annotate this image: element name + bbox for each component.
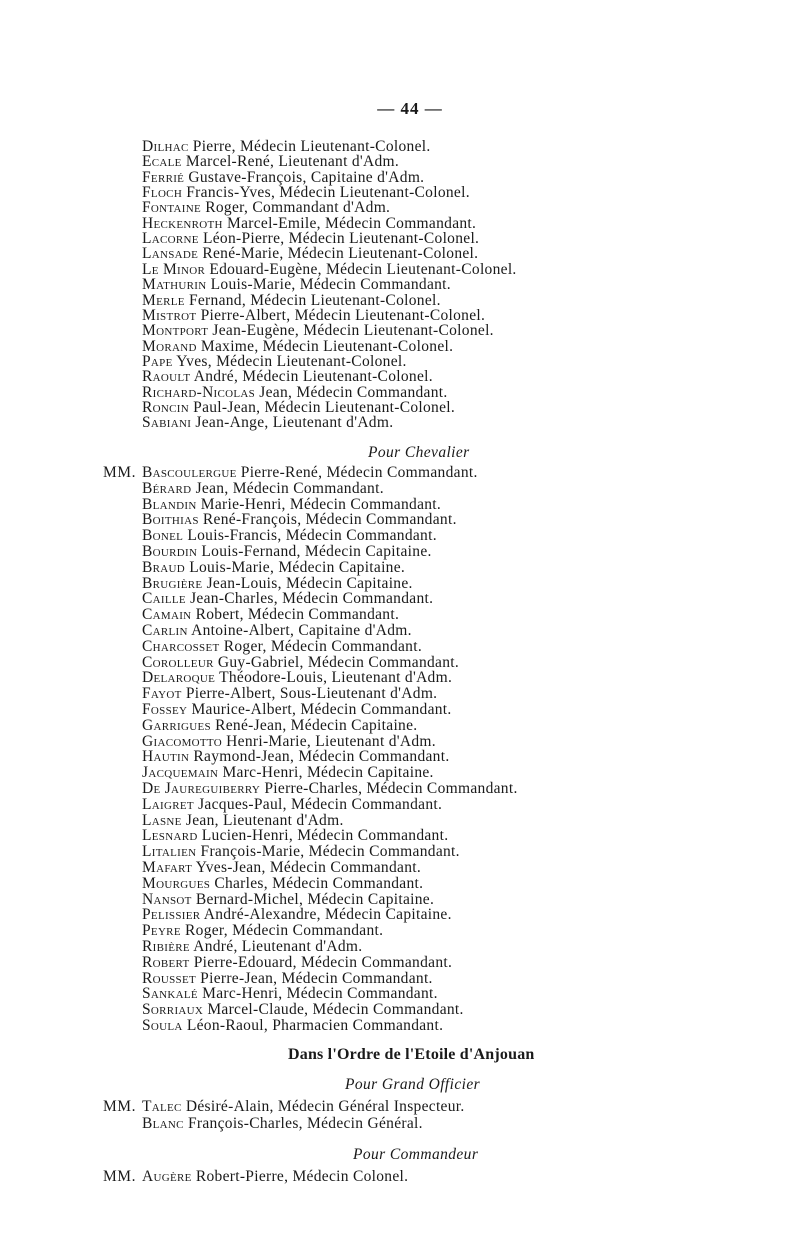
entry-surname: Brugière	[142, 574, 203, 592]
entry-details: Jean, Lieutenant d'Adm.	[181, 811, 344, 829]
list-entry	[142, 748, 450, 765]
entry-details: Roger, Commandant d'Adm.	[201, 199, 391, 217]
list-entry	[142, 559, 405, 576]
list-entry	[142, 938, 362, 955]
entry-details: Jean-Ange, Lieutenant d'Adm.	[191, 414, 394, 432]
entry-details: François-Charles, Médecin Général.	[183, 1115, 423, 1132]
entry-surname: Soula	[142, 1017, 183, 1034]
list-entry	[142, 543, 432, 560]
mm-label-commandeur: MM.	[103, 1168, 136, 1185]
entry-details: Fernand, Médecin Lieutenant-Colonel.	[184, 291, 441, 309]
list-entry	[142, 875, 423, 892]
entry-surname: Caille	[142, 590, 186, 608]
entry-surname: Ribière	[142, 938, 190, 955]
entry-details: René-Marie, Médecin Lieutenant-Colonel.	[198, 245, 479, 263]
list-entry	[142, 590, 433, 607]
entry-surname: Dilhac	[142, 138, 189, 155]
entry-surname: Mourgues	[142, 874, 211, 892]
list-entry	[142, 891, 434, 908]
entry-surname: Corolleur	[142, 653, 214, 671]
list-entry	[142, 796, 442, 813]
entry-surname: Bérard	[142, 479, 192, 497]
entry-details: Louis-Francis, Médecin Commandant.	[183, 527, 437, 545]
entry-details: Théodore-Louis, Lieutenant d'Adm.	[215, 669, 453, 687]
list-entry	[142, 780, 518, 797]
entry-surname: De Jaureguiberry	[142, 780, 261, 797]
list-entry	[142, 859, 421, 876]
entry-surname: Camain	[142, 606, 192, 624]
entry-details: Jacques-Paul, Médecin Commandant.	[193, 795, 443, 813]
list-entry	[142, 717, 417, 734]
entry-surname: Peyre	[142, 922, 181, 940]
entry-surname: Morand	[142, 337, 197, 355]
list-entry	[142, 480, 384, 497]
entry-details: Marc-Henri, Médecin Capitaine.	[218, 764, 434, 782]
entry-details: René-Jean, Médecin Capitaine.	[210, 716, 418, 734]
entry-details: Edouard-Eugène, Médecin Lieutenant-Colonel.	[205, 260, 517, 278]
page-number: — 44 —	[377, 99, 443, 118]
list-entry	[142, 812, 344, 829]
entry-details: Robert, Médecin Commandant.	[191, 606, 400, 624]
list-entry	[142, 764, 434, 781]
entry-surname: Delaroque	[142, 669, 216, 687]
entry-surname: Nansot	[142, 890, 192, 908]
section-title-chevalier: Pour Chevalier	[368, 444, 470, 461]
entry-details: Louis-Fernand, Médecin Capitaine.	[197, 543, 432, 560]
entry-details: Jean, Médecin Commandant.	[191, 479, 384, 497]
entry-details: René-François, Médecin Commandant.	[198, 511, 457, 529]
list-entry	[142, 906, 452, 923]
list-entry	[142, 669, 452, 686]
entry-details: Maurice-Albert, Médecin Commandant.	[187, 701, 452, 718]
entry-surname: Lasne	[142, 811, 182, 829]
entry-surname: Giacomotto	[142, 732, 222, 750]
entry-surname: Carlin	[142, 622, 188, 639]
entry-surname: Bourdin	[142, 543, 198, 560]
entry-details: Jean-Charles, Médecin Commandant.	[185, 590, 434, 608]
section-heading-anjouan: Dans l'Ordre de l'Etoile d'Anjouan	[288, 1046, 535, 1063]
entry-surname: Merle	[142, 291, 185, 309]
list-entry	[142, 622, 412, 639]
entry-surname: Blandin	[142, 495, 197, 513]
entry-surname: Braud	[142, 558, 186, 576]
entry-surname: Boithias	[142, 511, 199, 529]
entry-details: Henri-Marie, Lieutenant d'Adm.	[222, 732, 436, 750]
entry-surname: Robert	[142, 953, 190, 971]
entry-details: Pierre, Médecin Lieutenant-Colonel.	[188, 138, 431, 155]
entry-details: Gustave-François, Capitaine d'Adm.	[184, 168, 425, 186]
entry-details: Marc-Henri, Médecin Commandant.	[197, 985, 438, 1003]
entry-details: Louis-Marie, Médecin Capitaine.	[185, 558, 406, 576]
list-entry	[142, 1168, 408, 1185]
entry-details: Marcel-René, Lieutenant d'Adm.	[181, 153, 400, 171]
list-entry	[142, 606, 399, 623]
entry-surname: Augère	[142, 1168, 192, 1185]
entry-surname: Mathurin	[142, 276, 207, 294]
entry-surname: Pape	[142, 352, 173, 370]
list-entry	[142, 685, 437, 702]
entry-surname: Heckenroth	[142, 214, 223, 232]
list-entry	[142, 843, 460, 860]
entry-details: Yves-Jean, Médecin Commandant.	[192, 859, 422, 876]
entry-surname: Richard-Nicolas	[142, 383, 256, 401]
list-entry	[142, 464, 478, 481]
entry-surname: Lansade	[142, 245, 199, 263]
entry-details: Antoine-Albert, Capitaine d'Adm.	[187, 622, 412, 639]
section-title-commandeur: Pour Commandeur	[353, 1146, 479, 1163]
entry-surname: Talec	[142, 1098, 182, 1115]
entry-details: Marie-Henri, Médecin Commandant.	[196, 495, 442, 513]
entry-surname: Fayot	[142, 685, 182, 703]
list-entry	[142, 511, 457, 528]
entry-details: Marcel-Emile, Médecin Commandant.	[222, 214, 477, 232]
entry-details: Pierre-Charles, Médecin Commandant.	[260, 780, 518, 797]
entry-surname: Raoult	[142, 368, 191, 386]
entry-details: Jean-Louis, Médecin Capitaine.	[202, 574, 413, 592]
entry-details: Pierre-Jean, Médecin Commandant.	[196, 969, 433, 987]
entry-surname: Roncin	[142, 398, 189, 416]
entry-surname: Le Minor	[142, 260, 206, 278]
entry-surname: Fossey	[142, 701, 188, 718]
entry-details: Roger, Médecin Commandant.	[180, 922, 384, 940]
entry-details: Roger, Médecin Commandant.	[219, 637, 423, 655]
entry-details: Pierre-Edouard, Médecin Commandant.	[189, 953, 453, 971]
entry-details: Paul-Jean, Médecin Lieutenant-Colonel.	[188, 398, 456, 416]
entry-details: André, Médecin Lieutenant-Colonel.	[190, 368, 433, 386]
section-title-grand-officier: Pour Grand Officier	[345, 1076, 481, 1093]
entry-surname: Bascoulergue	[142, 464, 237, 481]
entry-surname: Hautin	[142, 748, 190, 766]
entry-surname: Sorriaux	[142, 1001, 204, 1019]
list-entry	[142, 575, 413, 592]
entry-surname: Litalien	[142, 843, 197, 861]
list-entry	[142, 922, 383, 939]
entry-surname: Ferrié	[142, 168, 185, 186]
entry-details: Francis-Yves, Médecin Lieutenant-Colonel.	[182, 184, 470, 202]
list-entry	[142, 985, 438, 1002]
entry-surname: Floch	[142, 184, 183, 202]
entry-surname: Ecale	[142, 153, 182, 171]
entry-details: Raymond-Jean, Médecin Commandant.	[189, 748, 450, 766]
list-entry	[142, 827, 448, 844]
entry-surname: Sankalé	[142, 985, 198, 1003]
entry-details: Léon-Pierre, Médecin Lieutenant-Colonel.	[198, 230, 480, 248]
list-entry	[142, 1115, 423, 1132]
entry-details: Yves, Médecin Lieutenant-Colonel.	[172, 352, 407, 370]
entry-details: Louis-Marie, Médecin Commandant.	[206, 276, 451, 294]
entry-details: Pierre-Albert, Médecin Lieutenant-Colonel.	[196, 306, 486, 324]
entry-details: Maxime, Médecin Lieutenant-Colonel.	[196, 337, 454, 355]
entry-details: Pierre-Albert, Sous-Lieutenant d'Adm.	[181, 685, 438, 703]
list-entry	[142, 414, 393, 431]
mm-label-grand-officier: MM.	[103, 1098, 136, 1115]
entry-surname: Garrigues	[142, 716, 211, 734]
entry-surname: Blanc	[142, 1115, 184, 1132]
list-entry	[142, 954, 452, 971]
list-entry	[142, 638, 422, 655]
entry-surname: Jacquemain	[142, 764, 219, 782]
entry-details: André, Lieutenant d'Adm.	[189, 938, 363, 955]
entry-details: Léon-Raoul, Pharmacien Commandant.	[182, 1017, 444, 1034]
entry-details: Jean, Médecin Commandant.	[255, 383, 448, 401]
entry-surname: Montport	[142, 322, 209, 340]
entry-surname: Charcosset	[142, 637, 220, 655]
entry-surname: Fontaine	[142, 199, 202, 217]
list-entry	[142, 733, 436, 750]
list-entry	[142, 1098, 465, 1115]
entry-surname: Laigret	[142, 795, 194, 813]
entry-details: François-Marie, Médecin Commandant.	[196, 843, 460, 861]
list-entry	[142, 654, 459, 671]
entry-surname: Lacorne	[142, 230, 199, 248]
entry-details: Pierre-René, Médecin Commandant.	[236, 464, 478, 481]
entry-details: Marcel-Claude, Médecin Commandant.	[203, 1001, 464, 1019]
entry-details: Désiré-Alain, Médecin Général Inspecteur.	[181, 1098, 465, 1115]
entry-surname: Lesnard	[142, 827, 198, 845]
entry-details: Lucien-Henri, Médecin Commandant.	[197, 827, 449, 845]
entry-surname: Bonel	[142, 527, 184, 545]
list-entry	[142, 970, 433, 987]
entry-details: Robert-Pierre, Médecin Colonel.	[191, 1168, 409, 1185]
list-entry	[142, 527, 437, 544]
list-entry	[142, 1017, 443, 1034]
entry-surname: Mistrot	[142, 306, 197, 324]
list-entry	[142, 1001, 464, 1018]
entry-surname: Rousset	[142, 969, 196, 987]
entry-details: Guy-Gabriel, Médecin Commandant.	[213, 653, 460, 671]
entry-surname: Pelissier	[142, 906, 201, 924]
list-entry	[142, 496, 441, 513]
entry-surname: Sabiani	[142, 414, 192, 432]
entry-details: Bernard-Michel, Médecin Capitaine.	[191, 890, 435, 908]
list-entry	[142, 701, 452, 718]
mm-label-chevalier: MM.	[103, 464, 136, 481]
entry-details: André-Alexandre, Médecin Capitaine.	[200, 906, 452, 924]
entry-details: Jean-Eugène, Médecin Lieutenant-Colonel.	[208, 322, 494, 340]
entry-details: Charles, Médecin Commandant.	[210, 874, 424, 892]
entry-surname: Mafart	[142, 859, 193, 876]
